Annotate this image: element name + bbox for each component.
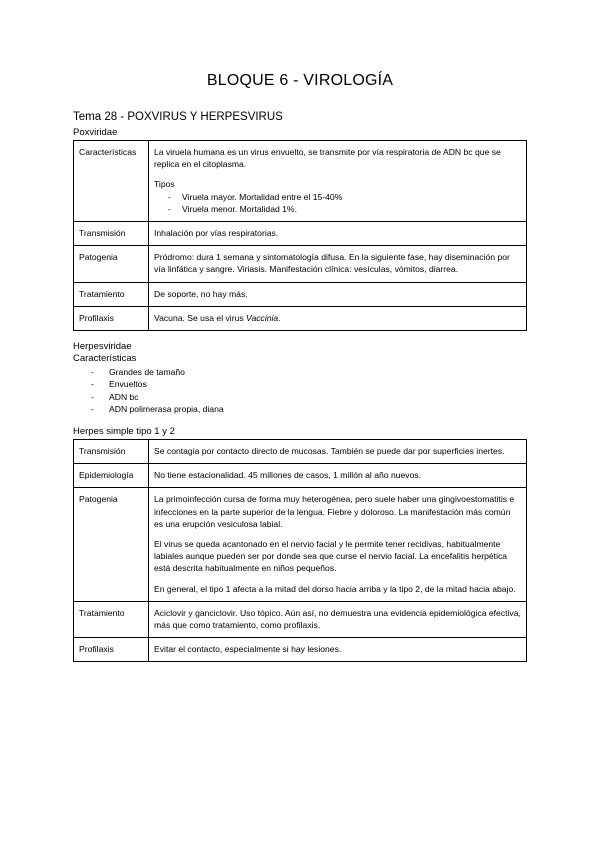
poxviridae-table — [73, 140, 527, 331]
row-value — [149, 488, 527, 601]
row-value: De soporte, no hay más. — [149, 282, 527, 306]
list-item: - ADN polimerasa propia, diana — [73, 403, 224, 415]
row-value: No tiene estacionalidad. 45 millones de casos, 1 millón al año nuevos. — [149, 464, 527, 488]
list-item: - ADN bc — [73, 391, 224, 403]
caracteristicas-text: La viruela humana es un virus envuelto, se transmite por vía respiratoria de ADN bc que se replica en el citoplasma. — [154, 147, 501, 170]
topic-heading: Tema 28 - POXVIRUS Y HERPESVIRUS — [73, 111, 283, 123]
row-value: Evitar el contacto, especialmente si hay lesiones. — [149, 638, 527, 662]
row-key: Patogenia — [74, 246, 149, 282]
row-key: Profilaxis — [74, 306, 149, 330]
caracteristicas-subheading: Características — [73, 353, 137, 364]
row-key: Profilaxis — [74, 638, 149, 662]
table-row — [74, 638, 527, 662]
row-value: Inhalación por vías respiratorias. — [149, 222, 527, 246]
row-value: Aciclovir y ganciclovir. Uso tópico. Aún así, no demuestra una evidencia epidemiológica efectiva, más que como tratamiento, como profilaxis. — [149, 601, 527, 637]
herpesviridae-list — [73, 366, 224, 415]
table-row — [74, 464, 527, 488]
profilaxis-text: Vacuna. Se usa el virus — [154, 312, 247, 323]
table-row — [74, 282, 527, 306]
table-row — [74, 440, 527, 464]
profilaxis-end: . — [278, 312, 281, 323]
row-key: Transmisión — [74, 440, 149, 464]
table-row — [74, 246, 527, 282]
tipos-list — [154, 191, 521, 215]
row-value — [149, 306, 527, 330]
row-key: Transmisión — [74, 222, 149, 246]
page-title: BLOQUE 6 - VIROLOGÍA — [206, 72, 394, 89]
table-row — [74, 141, 527, 222]
patogenia-paragraph: La primoinfección cursa de forma muy heterogénea, pero suele haber una gingivoestomatitis e infecciones en la parte superior de la lengua. Fiebre y doloroso. La manifestación más común es una erupción vesiculosa labial. — [154, 494, 515, 529]
patogenia-paragraph: El virus se queda acantonado en el nervio facial y le permite tener recidivas, habitualmente labiales aunque pueden ser por donde sea que curse el nervio facial. La encefalitis herpética está descrita habitualmente en niños pequeños. — [154, 539, 508, 574]
row-value: Pródromo: dura 1 semana y sintomatología difusa. En la siguiente fase, hay diseminación por vía linfática y sangre. Viriasis. Manifestación clínica: vesículas, vómitos, diarrea. — [149, 246, 527, 282]
table-row — [74, 222, 527, 246]
poxviridae-heading: Poxviridae — [73, 127, 118, 138]
row-key: Características — [74, 141, 149, 222]
row-value — [149, 141, 527, 222]
row-key: Tratamiento — [74, 601, 149, 637]
row-key: Epidemiología — [74, 464, 149, 488]
vaccinia-term: Vaccinia — [246, 312, 279, 323]
row-key: Tratamiento — [74, 282, 149, 306]
row-key: Patogenia — [74, 488, 149, 601]
table-row — [74, 306, 527, 330]
row-value: Se contagia por contacto directo de mucosas. También se puede dar por superficies inertes. — [149, 440, 527, 464]
list-item: - Envueltos — [73, 378, 224, 390]
herpes-simple-heading: Herpes simple tipo 1 y 2 — [73, 426, 175, 437]
herpes-simple-table — [73, 439, 527, 662]
table-row — [74, 601, 527, 637]
herpesviridae-heading: Herpesviridae — [73, 341, 132, 352]
tipos-label: Tipos — [154, 179, 175, 190]
table-row — [74, 488, 527, 601]
patogenia-paragraph: En general, el tipo 1 afecta a la mitad del dorso hacia arriba y la tipo 2, de la mitad hacia abajo. — [154, 583, 516, 594]
list-item: - Grandes de tamaño — [73, 366, 224, 378]
list-item: - Viruela mayor. Mortalidad entre el 15-40% — [182, 191, 521, 203]
list-item: - Viruela menor. Mortalidad 1%. — [182, 203, 521, 215]
